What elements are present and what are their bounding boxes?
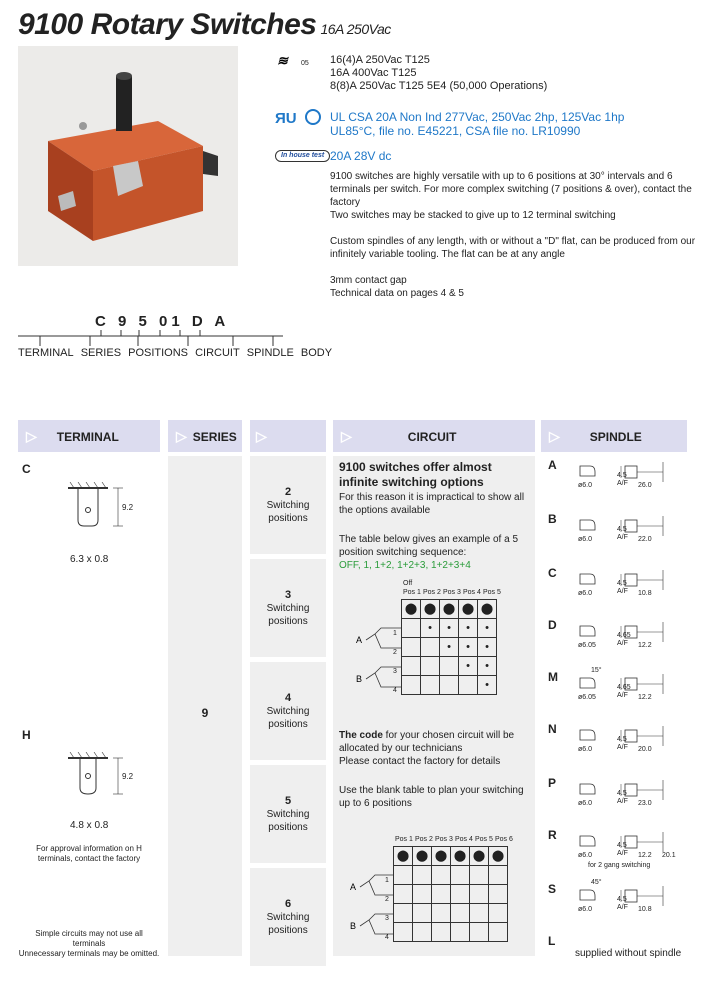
spindle-diameter: ø6.0 (578, 800, 593, 807)
spindle-note: for 2 gang switching (588, 862, 651, 869)
position-label: positions (268, 513, 308, 524)
position-label: Switching (266, 500, 310, 511)
terminal-h-label: H (22, 728, 31, 742)
terminal-c-drawing (68, 482, 158, 552)
rating-line: 8(8)A 250Vac T125 5E4 (50,000 Operations) (330, 80, 548, 92)
table2-row-labels (385, 871, 389, 947)
svg-text:B: B (350, 921, 357, 931)
spindle-af: A/F (617, 798, 628, 805)
position-label: Switching (266, 706, 310, 717)
spindle-angle: 45° (591, 879, 602, 886)
table2-col-label: Pos 2 (415, 836, 433, 843)
spindle-diameter: ø6.0 (578, 746, 593, 753)
part-code (95, 313, 229, 330)
spindle-height: 4.65 (617, 632, 631, 639)
series-column (168, 456, 242, 956)
spindle-length: 10.8 (638, 906, 652, 913)
triangle-icon: ▷ (549, 428, 560, 444)
position-label: Switching (266, 603, 310, 614)
table2-col-label: Pos 5 (475, 836, 493, 843)
table1-col-label: Pos 3 (443, 589, 461, 596)
code-connector-lines (18, 330, 288, 348)
rating-line: UL CSA 20A Non Ind 277Vac, 250Vac 2hp, 125Vac 1hp (330, 110, 625, 124)
code-letter: C (95, 313, 110, 330)
table1-off-label: Off (403, 580, 413, 587)
terminal-c-size: 6.3 x 0.8 (70, 554, 109, 565)
enec-mark-icon (275, 52, 311, 75)
code-letter: 01 (159, 313, 184, 330)
spindle-height: 4.5 (617, 736, 627, 743)
circuit-sequence: OFF, 1, 1+2, 1+2+3, 1+2+3+4 (339, 560, 471, 571)
triangle-icon: ▷ (26, 428, 37, 444)
position-cell-5 (250, 765, 326, 863)
spindle-height: 4.5 (617, 842, 627, 849)
page-title: 9100 Rotary Switches 16A 250Vac (18, 8, 391, 41)
spindle-code: N (548, 722, 557, 736)
table2-col-label: Pos 1 (395, 836, 413, 843)
header-position (250, 420, 326, 452)
table1-col-label: Pos 2 (423, 589, 441, 596)
table1-row-labels (393, 624, 397, 700)
row-label: 4 (385, 934, 389, 941)
row-label: 4 (393, 687, 397, 694)
description-block (330, 170, 700, 300)
terminal-h-dimension: 9.2 (122, 772, 134, 781)
rotary-switch-image (18, 46, 238, 266)
table2-header (395, 836, 530, 843)
rating-line: 16A 400Vac T125 (330, 67, 417, 79)
table1-header (403, 589, 513, 596)
code-label: TERMINAL (18, 347, 74, 359)
circuit-table-intro: The table below gives an example of a 5 position switching sequence: (339, 534, 518, 558)
terminal-footnote: Simple circuits may not use all terminals (35, 929, 143, 948)
table1-col-label: Pos 1 (403, 589, 421, 596)
row-label: 3 (393, 668, 397, 675)
position-cell-3 (250, 559, 326, 657)
header-terminal: ▷ TERMINAL (18, 420, 160, 452)
spindle-code: C (548, 566, 557, 580)
terminal-footnotes (18, 929, 160, 959)
table1-col-label: Pos 4 (463, 589, 481, 596)
spindle-height: 4.5 (617, 790, 627, 797)
terminal-h-note: For approval information on H terminals, contact the factory (36, 844, 142, 863)
circuit-blank-intro: Use the blank table to plan your switching up to 6 positions (339, 785, 524, 809)
position-number: 5 (284, 795, 292, 807)
description-paragraph: 9100 switches are highly versatile with up to 6 positions at 30° intervals and 6 terminals per switch. For more complex switching (7 positions & over), contact the factory (330, 171, 692, 208)
terminal-h-size: 4.8 x 0.8 (70, 820, 109, 831)
spindle-af: A/F (617, 744, 628, 751)
spindle-af: A/F (617, 904, 628, 911)
position-label: positions (268, 925, 308, 936)
row-label: 3 (385, 915, 389, 922)
table2-col-label: Pos 3 (435, 836, 453, 843)
enec-mark-number: 05 (301, 60, 309, 67)
header-series: ▷ SERIES (168, 420, 242, 452)
terminal-footnote: Unnecessary terminals may be omitted. (18, 949, 160, 958)
rating-line: UL85°C, file no. E45221, CSA file no. LR10990 (330, 124, 581, 138)
spindle-diameter: ø6.0 (578, 852, 593, 859)
spindle-height: 4.5 (617, 526, 627, 533)
code-letter: 5 (138, 313, 151, 330)
svg-text:ЯU: ЯU (275, 110, 297, 126)
position-cell-4 (250, 662, 326, 760)
position-number: 6 (284, 898, 292, 910)
position-label: Switching (266, 912, 310, 923)
row-label: 2 (385, 896, 389, 903)
code-label: SPINDLE (246, 347, 294, 359)
spindle-code: B (548, 512, 557, 526)
spindle-height: 4.5 (617, 472, 627, 479)
spindle-code: L (548, 934, 556, 948)
circuit-intro: For this reason it is impractical to show all the options available (339, 492, 525, 516)
spindle-angle: 15° (591, 667, 602, 674)
switching-table-blank[interactable]: ⬤ ⬤ ⬤ ⬤ ⬤ ⬤ (393, 846, 508, 942)
circuit-column (333, 456, 535, 956)
ul-csa-logo-icon (275, 108, 321, 126)
circuit-heading: 9100 switches offer almost infinite switching options (339, 460, 492, 489)
spindle-diameter: ø6.0 (578, 906, 593, 913)
svg-text:A: A (356, 635, 363, 645)
spindle-height: 4.5 (617, 580, 627, 587)
ul-ratings (330, 110, 624, 138)
position-number: 4 (284, 692, 292, 704)
spindle-length: 12.2 (638, 694, 652, 701)
header-spindle: ▷ SPINDLE (541, 420, 687, 452)
rating-line: 16(4)A 250Vac T125 (330, 54, 430, 66)
switching-table-example: ⬤ ⬤ ⬤ ⬤ ⬤ • • • • • • • • • • (401, 599, 497, 695)
position-label: positions (268, 616, 308, 627)
row-label: 1 (385, 877, 389, 884)
spindle-af: A/F (617, 692, 628, 699)
spindle-diameter: ø6.05 (578, 694, 596, 701)
position-cell-2 (250, 456, 326, 554)
spindle-length: 22.0 (638, 536, 652, 543)
table2-contact-diagram (347, 867, 397, 947)
position-label: positions (268, 822, 308, 833)
spindle-length: 20.0 (638, 746, 652, 753)
svg-text:≋: ≋ (277, 53, 288, 68)
circuit-contact: Please contact the factory for details (339, 756, 501, 767)
svg-text:A: A (350, 882, 357, 892)
position-cell-6 (250, 868, 326, 966)
position-label: positions (268, 719, 308, 730)
spindle-length: 12.2 (638, 852, 652, 859)
spindle-af: A/F (617, 850, 628, 857)
triangle-icon: ▷ (256, 428, 267, 444)
spindle-code: A (548, 458, 557, 472)
row-label: 1 (393, 630, 397, 637)
spindle-height: 4.5 (617, 896, 627, 903)
spindle-diameter: ø6.0 (578, 536, 593, 543)
series-value: 9 (201, 706, 209, 720)
table1-col-label: Pos 5 (483, 589, 501, 596)
spindle-diameter: ø6.05 (578, 642, 596, 649)
table2-col-label: Pos 6 (495, 836, 513, 843)
spindle-af: A/F (617, 588, 628, 595)
enec-ratings (330, 54, 547, 93)
spindle-code: D (548, 618, 557, 632)
header-circuit: ▷ CIRCUIT (333, 420, 535, 452)
spindle-code: M (548, 670, 558, 684)
table2-col-label: Pos 4 (455, 836, 473, 843)
row-label: 2 (393, 649, 397, 656)
description-paragraph: 3mm contact gap (330, 275, 407, 286)
position-number: 3 (284, 589, 292, 601)
svg-text:B: B (356, 674, 363, 684)
code-letter: D (191, 313, 207, 330)
code-label: BODY (300, 347, 333, 359)
spindle-height: 4.65 (617, 684, 631, 691)
position-number: 2 (284, 486, 292, 498)
circuit-code-note: The code for your chosen circuit will be allocated by our technicians (339, 730, 515, 754)
terminal-column (18, 456, 160, 956)
code-letter: A (214, 313, 230, 330)
description-paragraph: Custom spindles of any length, with or without a "D" flat, can be produced from our infinitely variable tooling. The flat can be at any angle (330, 236, 696, 260)
code-letter: 9 (118, 313, 131, 330)
code-label: CIRCUIT (195, 347, 240, 359)
description-paragraph: Two switches may be stacked to give up to 12 terminal switching (330, 210, 616, 221)
spindle-length: 12.2 (638, 642, 652, 649)
page-subtitle: 16A 250Vac (320, 21, 391, 37)
code-labels (18, 347, 336, 359)
product-photo (18, 46, 238, 266)
spindle-diameter: ø6.0 (578, 590, 593, 597)
terminal-c-dimension: 9.2 (122, 503, 134, 512)
spindle-length: 26.0 (638, 482, 652, 489)
terminal-h-drawing (68, 752, 158, 818)
spindle-af: A/F (617, 534, 628, 541)
terminal-c-label: C (22, 462, 31, 476)
code-label: SERIES (80, 347, 122, 359)
spindle-note: supplied without spindle (575, 948, 682, 959)
spindle-code: R (548, 828, 557, 842)
position-label: Switching (266, 809, 310, 820)
spindle-length-2: 20.1 (662, 852, 676, 859)
spindle-code: P (548, 776, 557, 790)
inhouse-rating: 20A 28V dc (330, 149, 392, 163)
inhouse-badge: In house test (275, 150, 330, 162)
spindle-diameter: ø6.0 (578, 482, 593, 489)
spindle-code: S (548, 882, 557, 896)
spindle-af: A/F (617, 640, 628, 647)
spindle-length: 23.0 (638, 800, 652, 807)
spindle-af: A/F (617, 480, 628, 487)
code-label: POSITIONS (128, 347, 189, 359)
triangle-icon: ▷ (176, 428, 187, 444)
triangle-icon: ▷ (341, 428, 352, 444)
spindle-length: 10.8 (638, 590, 652, 597)
description-paragraph: Technical data on pages 4 & 5 (330, 288, 464, 299)
